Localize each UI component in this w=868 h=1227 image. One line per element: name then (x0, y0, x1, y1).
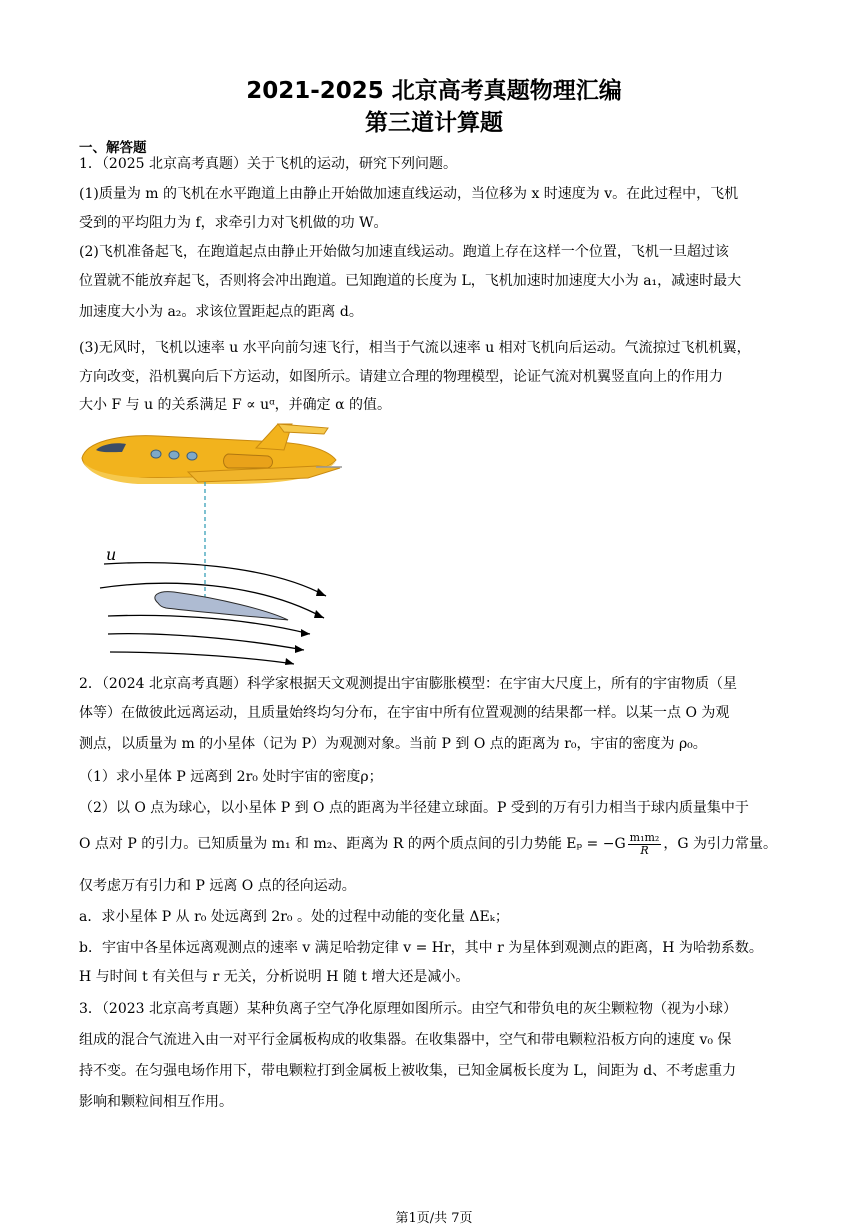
q1-part1-line1: (1)质量为 m 的飞机在水平跑道上由静止开始做加速直线运动，当位移为 x 时速度为 v。在此过程中，飞机 (79, 186, 739, 202)
q2-part1: （1）求小星体 P 远离到 2r₀ 处时宇宙的密度ρ； (79, 769, 383, 785)
q2-line7: 仅考虑万有引力和 P 远离 O 点的径向运动。 (79, 878, 356, 894)
q1-part3-line3: 大小 F 与 u 的关系满足 F ∝ uᵅ，并确定 α 的值。 (79, 397, 392, 413)
q2-part-b-line2: H 与时间 t 有关但与 r 无关，分析说明 H 随 t 增大还是减小。 (79, 969, 470, 985)
q1-part2-line2: 位置就不能放弃起飞，否则将会冲出跑道。已知跑道的长度为 L，飞机加速时加速度大小为 a₁，减速时最大 (79, 273, 742, 289)
page-footer: 第1页/共 7页 (395, 1211, 473, 1226)
doc-subtitle: 第三道计算题 (365, 110, 503, 136)
fraction-numerator: m₁m₂ (629, 831, 660, 844)
airplane-illustration (78, 420, 348, 665)
q2-part2-line2-text: O 点对 P 的引力。已知质量为 m₁ 和 m₂、距离为 R 的两个质点间的引力势能 Eₚ = −G (79, 836, 626, 853)
q2-line3: 测点，以质量为 m 的小星体（记为 P）为观测对象。当前 P 到 O 点的距离为 r₀，宇宙的密度为 ρ₀。 (79, 736, 707, 752)
q3-line3: 持不变。在匀强电场作用下，带电颗粒打到金属板上被收集，已知金属板长度为 L，间距为 d、不考虑重力 (79, 1063, 737, 1079)
q1-part2-line1: (2)飞机准备起飞，在跑道起点由静止开始做匀加速直线运动。跑道上存在这样一个位置，飞机一旦超过该 (79, 244, 729, 260)
q3-line2: 组成的混合气流进入由一对平行金属板构成的收集器。在收集器中，空气和带电颗粒沿板方向的速度 v₀ 保 (79, 1032, 732, 1048)
potential-fraction (628, 832, 662, 856)
u-label: u (106, 545, 117, 564)
q1-part3-line2: 方向改变，沿机翼向后下方运动，如图所示。请建立合理的物理模型，论证气流对机翼竖直向上的作用力 (79, 369, 723, 385)
q2-part2-line2 (79, 832, 777, 856)
q2-part-b-line1: b．宇宙中各星体远离观测点的速率 v 满足哈勃定律 v = Hr，其中 r 为星体到观测点的距离，H 为哈勃系数。 (79, 940, 763, 956)
q2-part2-line2-tail: ，G 为引力常量。 (663, 836, 777, 853)
q1-part1-line2: 受到的平均阻力为 f，求牵引力对飞机做的功 W。 (79, 215, 388, 231)
q2-part2-line1: （2）以 O 点为球心，以小星体 P 到 O 点的距离为半径建立球面。P 受到的万有引力相当于球内质量集中于 (79, 800, 749, 816)
q1-part2-line3: 加速度大小为 a₂。求该位置距起点的距离 d。 (79, 304, 363, 320)
q1-stem: 1．（2025 北京高考真题）关于飞机的运动，研究下列问题。 (79, 156, 457, 172)
q2-line1: 2．（2024 北京高考真题）科学家根据天文观测提出宇宙膨胀模型：在宇宙大尺度上，所有的宇宙物质（星 (79, 676, 737, 692)
section-heading: 一、解答题 (79, 140, 147, 156)
doc-title: 2021-2025 北京高考真题物理汇编 (246, 78, 622, 104)
airplane-airflow-figure (78, 420, 348, 669)
q2-part-a: a．求小星体 P 从 r₀ 处远离到 2r₀ 。处的过程中动能的变化量 ΔEₖ； (79, 909, 509, 925)
q3-line1: 3．（2023 北京高考真题）某种负离子空气净化原理如图所示。由空气和带负电的灰尘颗粒物（视为小球） (79, 1001, 737, 1017)
q2-line2: 体等）在做彼此远离运动，且质量始终均匀分布，在宇宙中所有位置观测的结果都一样。以某一点 O 为观 (79, 705, 730, 721)
q3-line4: 影响和颗粒间相互作用。 (79, 1094, 233, 1110)
fraction-denominator: R (640, 843, 649, 857)
q1-part3-line1: (3)无风时，飞机以速率 u 水平向前匀速飞行，相当于气流以速率 u 相对飞机向后运动。气流掠过飞机机翼， (79, 340, 751, 356)
